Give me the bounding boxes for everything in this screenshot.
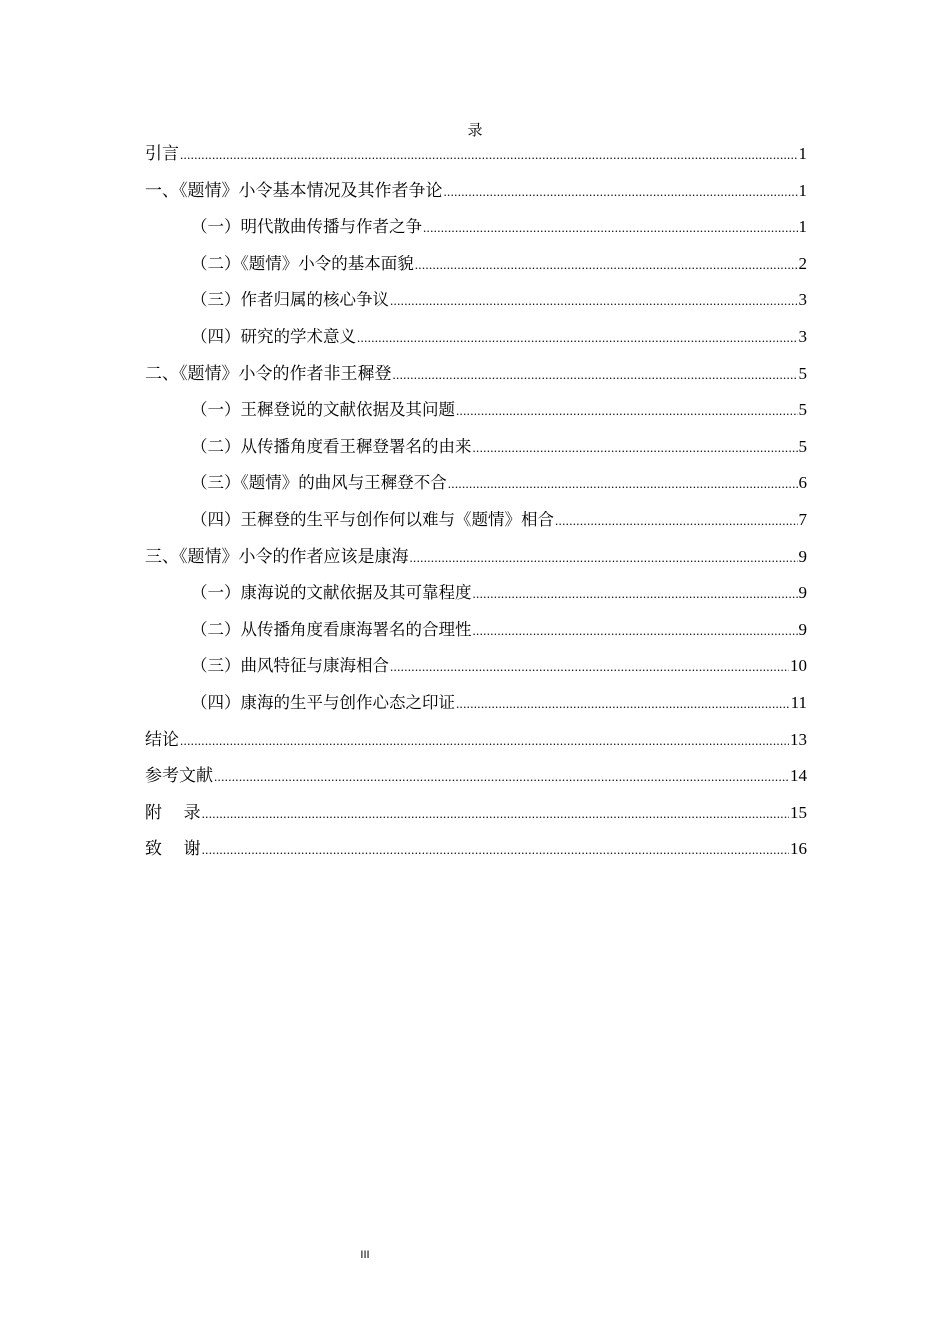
table-of-contents [145, 140, 807, 872]
toc-entry-references[interactable] [145, 762, 807, 799]
toc-entry-label: （一）明代散曲传播与作者之争 [191, 217, 422, 237]
toc-entry-label: （一）王穉登说的文献依据及其问题 [191, 400, 455, 420]
toc-entry-page: 5 [798, 363, 807, 383]
toc-dot-leader [423, 214, 798, 242]
toc-dot-leader [393, 361, 798, 389]
toc-dot-leader [214, 763, 789, 791]
toc-entry-page: 5 [798, 400, 807, 420]
toc-dot-leader [415, 251, 798, 279]
toc-dot-leader [202, 800, 789, 828]
toc-dot-leader [456, 690, 790, 718]
page-title: 录 [467, 121, 483, 139]
toc-entry-page: 16 [790, 839, 807, 859]
toc-entry-page: 2 [798, 253, 807, 273]
toc-entry-chapter-3[interactable] [145, 543, 807, 580]
page-number-footer: III [360, 1249, 370, 1261]
toc-dot-leader [390, 287, 798, 315]
toc-entry-label: （二）从传播角度看王穉登署名的由来 [191, 436, 472, 456]
toc-entry-chapter-2[interactable] [145, 360, 807, 397]
toc-entry-page: 9 [798, 583, 807, 603]
toc-entry-section-3-1[interactable] [145, 579, 807, 616]
toc-entry-label: （三）曲风特征与康海相合 [191, 656, 389, 676]
toc-dot-leader [473, 580, 798, 608]
toc-entry-page: 7 [798, 509, 807, 529]
toc-entry-section-2-1[interactable] [145, 396, 807, 433]
toc-entry-page: 1 [798, 217, 807, 237]
toc-entry-page: 9 [798, 619, 807, 639]
toc-entry-conclusion[interactable] [145, 726, 807, 763]
toc-entry-page: 5 [798, 436, 807, 456]
toc-entry-section-1-2[interactable] [145, 250, 807, 287]
toc-entry-page: 13 [790, 729, 807, 749]
toc-entry-label: （二）从传播角度看康海署名的合理性 [191, 619, 472, 639]
toc-dot-leader [180, 727, 789, 755]
toc-entry-acknowledgements[interactable] [145, 835, 807, 872]
toc-entry-section-3-3[interactable] [145, 652, 807, 689]
toc-dot-leader [357, 324, 798, 352]
toc-entry-page: 1 [798, 144, 807, 163]
toc-entry-section-2-2[interactable] [145, 433, 807, 470]
toc-entry-label: 三、《题情》小令的作者应该是康海 [145, 546, 409, 567]
toc-entry-section-1-4[interactable] [145, 323, 807, 360]
toc-entry-label: （四）王穉登的生平与创作何以难与《题情》相合 [191, 509, 554, 529]
toc-dot-leader [202, 836, 789, 864]
toc-entry-label: 二、《题情》小令的作者非王穉登 [145, 363, 392, 384]
toc-dot-leader [390, 653, 789, 681]
toc-dot-leader [444, 178, 798, 206]
toc-dot-leader [180, 141, 798, 169]
toc-entry-page: 15 [790, 802, 807, 822]
toc-entry-section-3-4[interactable] [145, 689, 807, 726]
toc-dot-leader [473, 434, 798, 462]
toc-dot-leader [448, 470, 798, 498]
toc-entry-appendix[interactable] [145, 799, 807, 836]
toc-entry-label: （三）作者归属的核心争议 [191, 290, 389, 310]
toc-entry-page: 9 [798, 546, 807, 566]
toc-entry-section-3-2[interactable] [145, 616, 807, 653]
toc-entry-label: （二）《题情》小令的基本面貌 [191, 253, 414, 273]
toc-entry-page: 3 [798, 326, 807, 346]
toc-entry-page: 6 [798, 473, 807, 493]
toc-entry-page: 1 [798, 180, 807, 200]
toc-entry-page: 11 [790, 692, 807, 712]
toc-entry-label: （三）《题情》的曲风与王穉登不合 [191, 473, 447, 493]
toc-entry-section-1-1[interactable] [145, 213, 807, 250]
toc-entry-section-2-3[interactable] [145, 469, 807, 506]
toc-entry-label: 致 谢 [145, 839, 201, 860]
toc-entry-label: 参考文献 [145, 766, 213, 787]
toc-entry-label: 引言 [145, 144, 179, 164]
toc-dot-leader [473, 617, 798, 645]
toc-entry-label: 结论 [145, 729, 179, 750]
toc-entry-chapter-1[interactable] [145, 177, 807, 214]
toc-entry-label: （四）康海的生平与创作心态之印证 [191, 692, 455, 712]
toc-dot-leader [555, 507, 798, 535]
toc-entry-label: 一、《题情》小令基本情况及其作者争论 [145, 180, 443, 201]
toc-entry-label: （一）康海说的文献依据及其可靠程度 [191, 583, 472, 603]
toc-entry-page: 10 [790, 656, 807, 676]
toc-entry-page: 14 [790, 766, 807, 786]
toc-dot-leader [456, 397, 798, 425]
toc-entry-introduction[interactable] [145, 140, 807, 177]
toc-entry-section-2-4[interactable] [145, 506, 807, 543]
toc-entry-page: 3 [798, 290, 807, 310]
toc-dot-leader [410, 544, 798, 572]
toc-entry-label: （四）研究的学术意义 [191, 326, 356, 346]
toc-entry-section-1-3[interactable] [145, 286, 807, 323]
toc-entry-label: 附 录 [145, 802, 201, 823]
